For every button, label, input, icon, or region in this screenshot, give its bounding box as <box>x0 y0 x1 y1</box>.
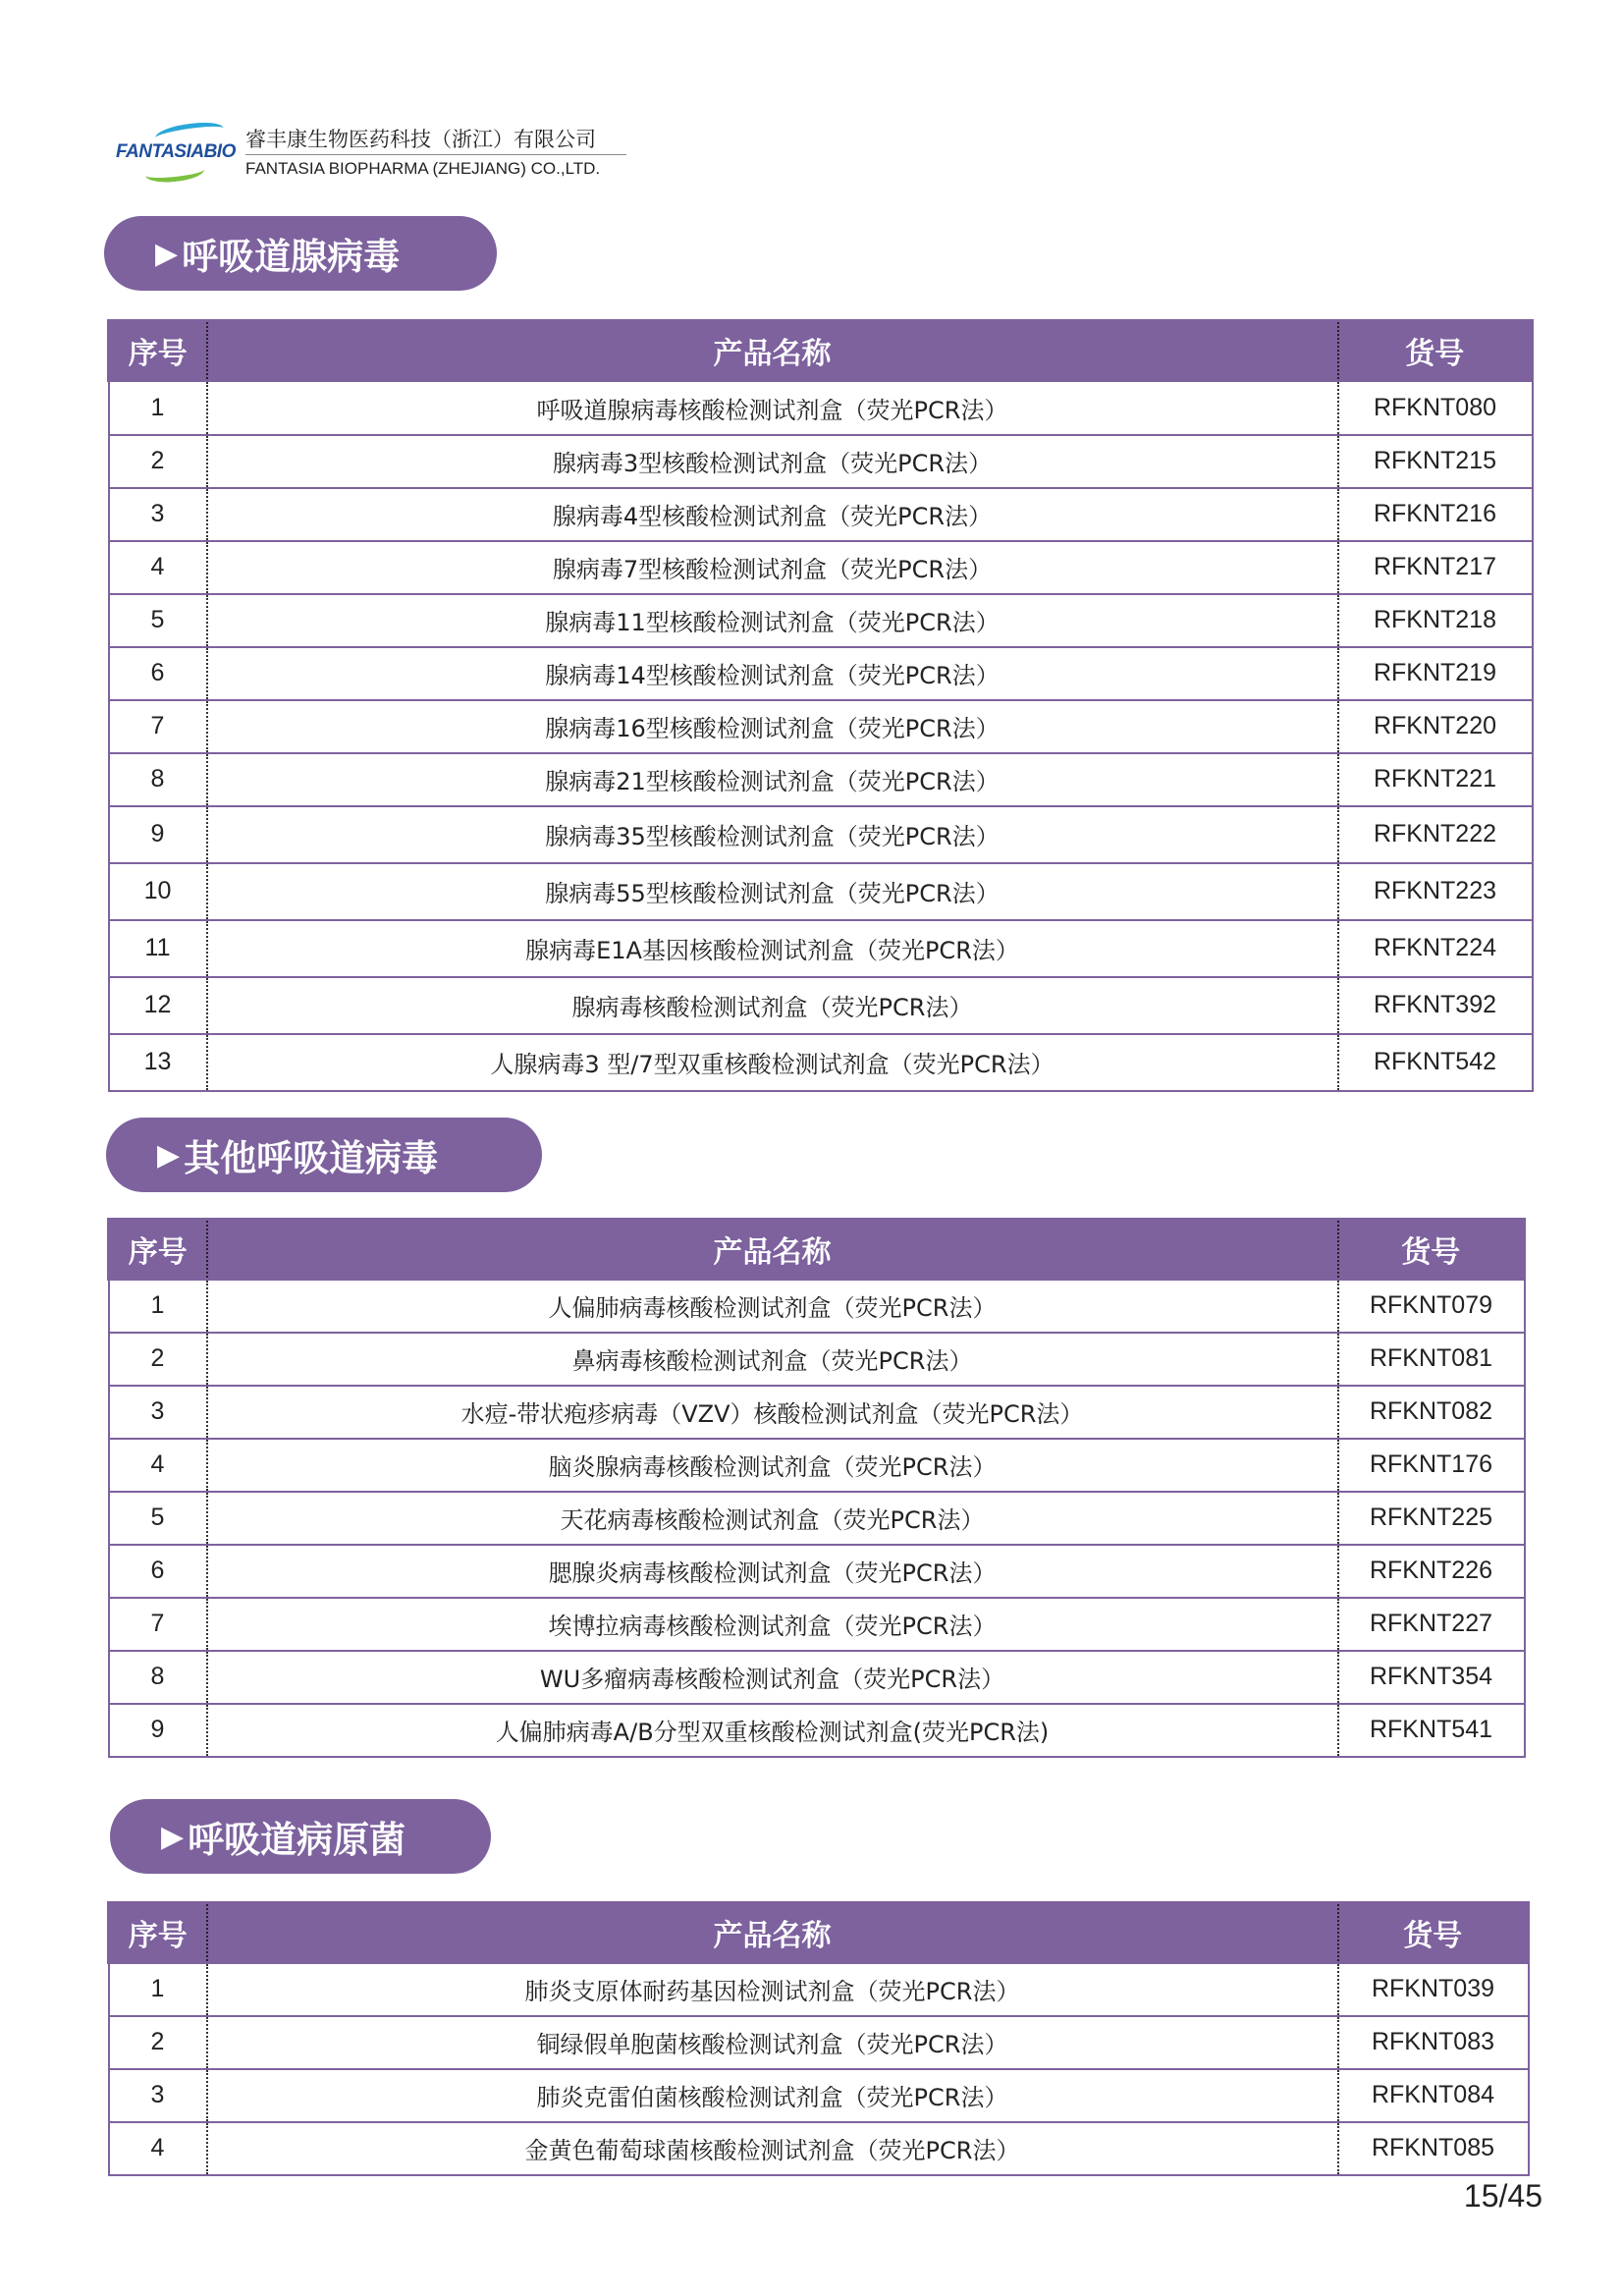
table-row <box>109 541 1533 594</box>
section-title-respiratory-bacteria <box>110 1799 491 1874</box>
header-divider <box>245 154 626 155</box>
row-index: 11 <box>109 920 207 977</box>
logo-text: FANTASIABIO <box>116 141 236 162</box>
row-index: 5 <box>109 1492 207 1545</box>
col-header-catalog-no: 货号 <box>1338 321 1533 381</box>
row-index: 3 <box>109 1386 207 1439</box>
row-index: 3 <box>109 2069 207 2122</box>
table-row <box>109 381 1533 435</box>
table-row <box>109 1386 1525 1439</box>
catalog-number: RFKNT085 <box>1338 2122 1529 2175</box>
table-row <box>109 863 1533 920</box>
catalog-number: RFKNT039 <box>1338 1963 1529 2016</box>
table-row <box>109 1034 1533 1091</box>
col-header-product-name: 产品名称 <box>207 1903 1338 1963</box>
table-row <box>109 1439 1525 1492</box>
table-row <box>109 1280 1525 1333</box>
table-row <box>109 2069 1529 2122</box>
company-logo <box>116 122 239 181</box>
row-index: 1 <box>109 1280 207 1333</box>
col-header-index: 序号 <box>109 321 207 381</box>
catalog-number: RFKNT084 <box>1338 2069 1529 2122</box>
product-name: 腺病毒E1A基因核酸检测试剂盒（荧光PCR法） <box>207 920 1338 977</box>
product-name: 人腺病毒3 型/7型双重核酸检测试剂盒（荧光PCR法） <box>207 1034 1338 1091</box>
catalog-number: RFKNT226 <box>1338 1545 1525 1598</box>
catalog-number: RFKNT079 <box>1338 1280 1525 1333</box>
catalog-number: RFKNT221 <box>1338 753 1533 806</box>
play-triangle-icon: ▶ <box>155 236 179 271</box>
product-name: 肺炎支原体耐药基因检测试剂盒（荧光PCR法） <box>207 1963 1338 2016</box>
col-header-product-name: 产品名称 <box>207 321 1338 381</box>
product-table-adenovirus <box>107 319 1534 1092</box>
table-row <box>109 1545 1525 1598</box>
col-header-catalog-no: 货号 <box>1338 1903 1529 1963</box>
table-row <box>109 594 1533 647</box>
catalog-number: RFKNT225 <box>1338 1492 1525 1545</box>
product-name: 腺病毒4型核酸检测试剂盒（荧光PCR法） <box>207 488 1338 541</box>
product-name: 腺病毒11型核酸检测试剂盒（荧光PCR法） <box>207 594 1338 647</box>
product-name: 天花病毒核酸检测试剂盒（荧光PCR法） <box>207 1492 1338 1545</box>
page-header <box>116 118 626 187</box>
company-name-cn: 睿丰康生物医药科技（浙江）有限公司 <box>245 128 596 151</box>
catalog-number: RFKNT392 <box>1338 977 1533 1034</box>
row-index: 2 <box>109 1333 207 1386</box>
product-name: 脑炎腺病毒核酸检测试剂盒（荧光PCR法） <box>207 1439 1338 1492</box>
table-header-row <box>109 1220 1525 1280</box>
table-row <box>109 488 1533 541</box>
catalog-number: RFKNT542 <box>1338 1034 1533 1091</box>
row-index: 2 <box>109 435 207 488</box>
table-row <box>109 2016 1529 2069</box>
product-name: 鼻病毒核酸检测试剂盒（荧光PCR法） <box>207 1333 1338 1386</box>
col-header-product-name: 产品名称 <box>207 1220 1338 1280</box>
catalog-number: RFKNT082 <box>1338 1386 1525 1439</box>
table-row <box>109 1651 1525 1704</box>
row-index: 5 <box>109 594 207 647</box>
product-name: 埃博拉病毒核酸检测试剂盒（荧光PCR法） <box>207 1598 1338 1651</box>
col-header-catalog-no: 货号 <box>1338 1220 1525 1280</box>
section-title-adenovirus <box>104 216 497 291</box>
catalog-number: RFKNT080 <box>1338 381 1533 435</box>
play-triangle-icon: ▶ <box>157 1137 181 1173</box>
table-row <box>109 647 1533 700</box>
row-index: 8 <box>109 753 207 806</box>
table-row <box>109 1598 1525 1651</box>
catalog-number: RFKNT218 <box>1338 594 1533 647</box>
table-row <box>109 1492 1525 1545</box>
row-index: 1 <box>109 381 207 435</box>
catalog-number: RFKNT081 <box>1338 1333 1525 1386</box>
row-index: 3 <box>109 488 207 541</box>
row-index: 8 <box>109 1651 207 1704</box>
section-title-text: 呼吸道病原菌 <box>188 1819 406 1861</box>
product-name: 腺病毒7型核酸检测试剂盒（荧光PCR法） <box>207 541 1338 594</box>
row-index: 1 <box>109 1963 207 2016</box>
table-header-row <box>109 321 1533 381</box>
product-name: 腮腺炎病毒核酸检测试剂盒（荧光PCR法） <box>207 1545 1338 1598</box>
product-name: 腺病毒35型核酸检测试剂盒（荧光PCR法） <box>207 806 1338 863</box>
row-index: 9 <box>109 806 207 863</box>
product-name: 呼吸道腺病毒核酸检测试剂盒（荧光PCR法） <box>207 381 1338 435</box>
row-index: 7 <box>109 1598 207 1651</box>
col-header-index: 序号 <box>109 1220 207 1280</box>
table-row <box>109 920 1533 977</box>
page-number: 15/45 <box>1463 2178 1542 2214</box>
row-index: 7 <box>109 700 207 753</box>
catalog-number: RFKNT223 <box>1338 863 1533 920</box>
table-row <box>109 700 1533 753</box>
product-name: WU多瘤病毒核酸检测试剂盒（荧光PCR法） <box>207 1651 1338 1704</box>
product-name: 腺病毒3型核酸检测试剂盒（荧光PCR法） <box>207 435 1338 488</box>
product-name: 腺病毒核酸检测试剂盒（荧光PCR法） <box>207 977 1338 1034</box>
row-index: 6 <box>109 647 207 700</box>
catalog-number: RFKNT217 <box>1338 541 1533 594</box>
table-row <box>109 753 1533 806</box>
section-title-text: 呼吸道腺病毒 <box>182 236 401 278</box>
catalog-number: RFKNT354 <box>1338 1651 1525 1704</box>
product-name: 人偏肺病毒A/B分型双重核酸检测试剂盒(荧光PCR法) <box>207 1704 1338 1757</box>
product-table-respiratory-bacteria <box>107 1901 1530 2176</box>
product-name: 肺炎克雷伯菌核酸检测试剂盒（荧光PCR法） <box>207 2069 1338 2122</box>
col-header-index: 序号 <box>109 1903 207 1963</box>
row-index: 4 <box>109 541 207 594</box>
product-name: 腺病毒55型核酸检测试剂盒（荧光PCR法） <box>207 863 1338 920</box>
section-title-text: 其他呼吸道病毒 <box>184 1137 439 1179</box>
product-name: 金黄色葡萄球菌核酸检测试剂盒（荧光PCR法） <box>207 2122 1338 2175</box>
table-row <box>109 806 1533 863</box>
row-index: 4 <box>109 1439 207 1492</box>
company-name-en: FANTASIA BIOPHARMA (ZHEJIANG) CO.,LTD. <box>245 159 601 178</box>
catalog-number: RFKNT215 <box>1338 435 1533 488</box>
logo-swoosh-green <box>144 160 205 185</box>
product-name: 腺病毒21型核酸检测试剂盒（荧光PCR法） <box>207 753 1338 806</box>
catalog-number: RFKNT224 <box>1338 920 1533 977</box>
catalog-number: RFKNT176 <box>1338 1439 1525 1492</box>
table-row <box>109 435 1533 488</box>
product-name: 人偏肺病毒核酸检测试剂盒（荧光PCR法） <box>207 1280 1338 1333</box>
catalog-number: RFKNT220 <box>1338 700 1533 753</box>
table-row <box>109 1963 1529 2016</box>
section-title-other-respiratory-virus <box>106 1118 542 1192</box>
catalog-number: RFKNT083 <box>1338 2016 1529 2069</box>
table-row <box>109 977 1533 1034</box>
catalog-number: RFKNT222 <box>1338 806 1533 863</box>
catalog-number: RFKNT219 <box>1338 647 1533 700</box>
table-header-row <box>109 1903 1529 1963</box>
row-index: 13 <box>109 1034 207 1091</box>
catalog-number: RFKNT541 <box>1338 1704 1525 1757</box>
catalog-number: RFKNT216 <box>1338 488 1533 541</box>
catalog-number: RFKNT227 <box>1338 1598 1525 1651</box>
product-name: 铜绿假单胞菌核酸检测试剂盒（荧光PCR法） <box>207 2016 1338 2069</box>
row-index: 9 <box>109 1704 207 1757</box>
product-name: 水痘-带状疱疹病毒（VZV）核酸检测试剂盒（荧光PCR法） <box>207 1386 1338 1439</box>
table-row <box>109 2122 1529 2175</box>
play-triangle-icon: ▶ <box>161 1819 185 1854</box>
product-name: 腺病毒16型核酸检测试剂盒（荧光PCR法） <box>207 700 1338 753</box>
row-index: 10 <box>109 863 207 920</box>
table-row <box>109 1704 1525 1757</box>
product-name: 腺病毒14型核酸检测试剂盒（荧光PCR法） <box>207 647 1338 700</box>
row-index: 4 <box>109 2122 207 2175</box>
product-table-other-respiratory-virus <box>107 1218 1526 1758</box>
row-index: 6 <box>109 1545 207 1598</box>
row-index: 2 <box>109 2016 207 2069</box>
row-index: 12 <box>109 977 207 1034</box>
table-row <box>109 1333 1525 1386</box>
